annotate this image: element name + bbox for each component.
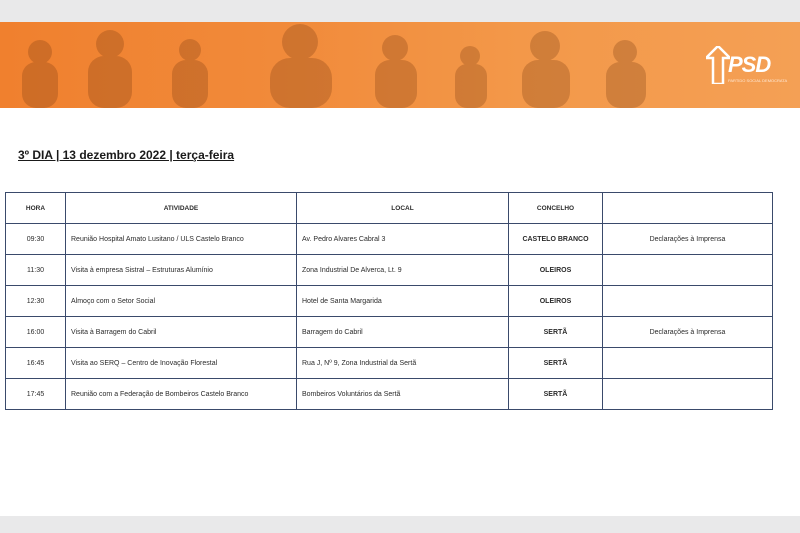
crowd-silhouette-image [0,22,800,108]
cell-notes [603,379,773,410]
cell-concelho: OLEIROS [509,286,603,317]
cell-local: Av. Pedro Alvares Cabral 3 [297,224,509,255]
column-header-concelho: CONCELHO [509,193,603,224]
cell-atividade: Almoço com o Setor Social [66,286,297,317]
cell-concelho: SERTÃ [509,317,603,348]
cell-atividade: Visita à empresa Sistral – Estruturas Alumínio [66,255,297,286]
cell-local: Rua J, Nº 9, Zona Industrial da Sertã [297,348,509,379]
cell-notes [603,255,773,286]
cell-atividade: Reunião Hospital Amato Lusitano / ULS Castelo Branco [66,224,297,255]
header-banner [0,22,800,108]
table-row [6,379,773,410]
cell-concelho: OLEIROS [509,255,603,286]
cell-concelho: SERTÃ [509,379,603,410]
table-row [6,224,773,255]
cell-hora: 16:00 [6,317,66,348]
column-header-atividade: ATIVIDADE [66,193,297,224]
logo-tagline: PARTIDO SOCIAL DEMOCRATA [728,78,788,83]
cell-notes [603,286,773,317]
table-row [6,317,773,348]
table-row [6,255,773,286]
table-row [6,348,773,379]
cell-hora: 09:30 [6,224,66,255]
cell-notes [603,348,773,379]
column-header-local: LOCAL [297,193,509,224]
cell-notes: Declarações à Imprensa [603,317,773,348]
document-page [0,22,800,516]
cell-local: Zona Industrial De Alverca, Lt. 9 [297,255,509,286]
table-header-row [6,193,773,224]
cell-local: Barragem do Cabril [297,317,509,348]
cell-concelho: CASTELO BRANCO [509,224,603,255]
column-header-hora: HORA [6,193,66,224]
cell-atividade: Visita ao SERQ – Centro de Inovação Florestal [66,348,297,379]
arrow-up-icon [706,46,730,84]
cell-concelho: SERTÃ [509,348,603,379]
page-title: 3º DIA | 13 dezembro 2022 | terça-feira [18,148,235,162]
logo-text: PSD [728,52,771,77]
column-header-notes [603,193,773,224]
cell-local: Hotel de Santa Margarida [297,286,509,317]
cell-local: Bombeiros Voluntários da Sertã [297,379,509,410]
table-row [6,286,773,317]
cell-hora: 11:30 [6,255,66,286]
schedule-table [5,192,773,410]
cell-notes: Declarações à Imprensa [603,224,773,255]
psd-logo [706,44,798,94]
cell-hora: 17:45 [6,379,66,410]
cell-hora: 12:30 [6,286,66,317]
cell-atividade: Visita à Barragem do Cabril [66,317,297,348]
cell-hora: 16:45 [6,348,66,379]
cell-atividade: Reunião com a Federação de Bombeiros Castelo Branco [66,379,297,410]
